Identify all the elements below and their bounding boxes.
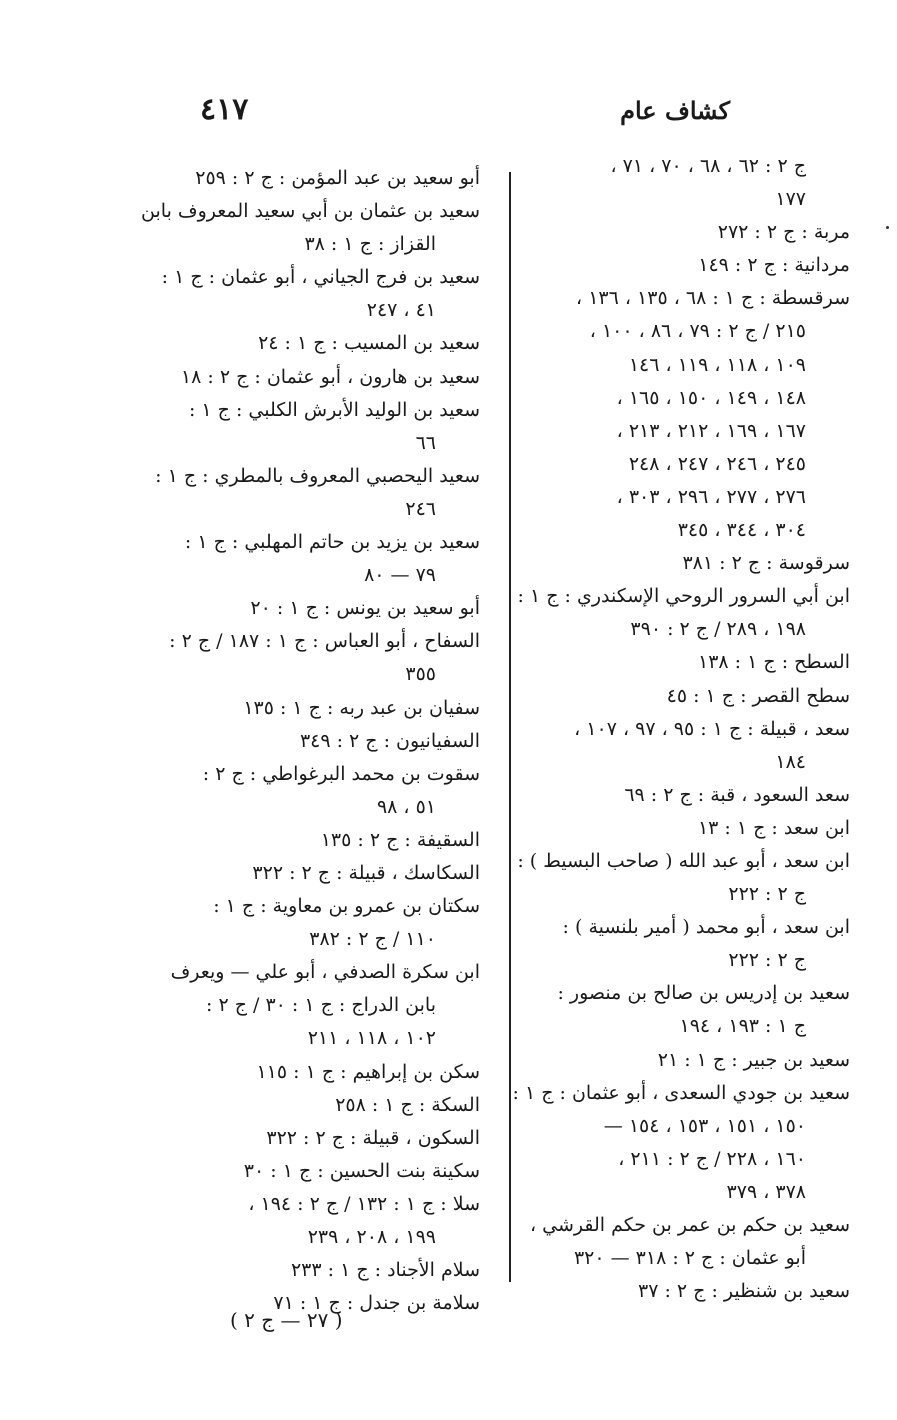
index-entry: السفيانيون : ج ٢ : ٣٤٩ — [299, 729, 480, 752]
index-entry: سعيد بن الوليد الأبرش الكلبي : ج ١ : — [188, 398, 480, 421]
index-entry: ابن سعد ، أبو محمد ( أمير بلنسية ) : — [562, 916, 850, 939]
signature-mark: ( ٢٧ — ج ٢ ) — [230, 1308, 343, 1332]
index-entry-continuation: ٢١٥ / ج ٢ : ٧٩ ، ٨٦ ، ١٠٠ ، — [589, 320, 806, 343]
index-entry: سعيد بن فرج الجياني ، أبو عثمان : ج ١ : — [161, 266, 480, 289]
index-entry-continuation: ١٦٧ ، ١٦٩ ، ٢١٢ ، ٢١٣ ، — [616, 419, 806, 442]
right-index-column — [512, 150, 850, 1308]
index-entry: السطح : ج ١ : ١٣٨ — [698, 651, 850, 674]
index-entry-continuation: ١٩٨ ، ٢٨٩ / ج ٢ : ٣٩٠ — [630, 618, 806, 641]
index-entry: سعيد بن هارون ، أبو عثمان : ج ٢ : ١٨ — [180, 365, 480, 388]
index-entry-continuation: ٤١ ، ٢٤٧ — [366, 299, 436, 322]
index-entry-continuation: ١١٠ / ج ٢ : ٣٨٢ — [309, 928, 436, 951]
index-entry-continuation: ٧٩ — ٨٠ — [364, 564, 436, 587]
index-entry-continuation: بابن الدراج : ج ١ : ٣٠ / ج ٢ : — [205, 994, 436, 1017]
index-entry: أبو سعيد بن يونس : ج ١ : ٢٠ — [250, 597, 480, 620]
index-entry: سعد السعود ، قبة : ج ٢ : ٦٩ — [624, 783, 850, 806]
index-entry: سلا : ج ١ : ١٣٢ / ج ٢ : ١٩٤ ، — [248, 1192, 480, 1215]
index-entry-continuation: ج ١ : ١٩٣ ، ١٩٤ — [679, 1015, 806, 1038]
index-entry-continuation: ٣٠٤ ، ٣٤٤ ، ٣٤٥ — [677, 519, 806, 542]
index-entry-continuation: ١٦٠ ، ٢٢٨ / ج ٢ : ٢١١ ، — [618, 1147, 806, 1170]
index-entry: سكتان بن عمرو بن معاوية : ج ١ : — [213, 895, 480, 918]
index-entry: سكن بن إبراهيم : ج ١ : ١١٥ — [256, 1060, 480, 1083]
index-entry: السكاسك ، قبيلة : ج ٢ : ٣٢٢ — [252, 861, 480, 884]
index-entry-continuation: ٢٤٥ ، ٢٤٦ ، ٢٤٧ ، ٢٤٨ — [628, 452, 806, 475]
left-index-column — [141, 162, 480, 1320]
index-entry-continuation: ٣٥٥ — [405, 663, 436, 686]
index-entry: سكينة بنت الحسين : ج ١ : ٣٠ — [243, 1159, 480, 1182]
running-title: كشاف عام — [620, 96, 730, 125]
index-entry-continuation: ١٨٤ — [775, 750, 806, 773]
index-entry-continuation: ٥١ ، ٩٨ — [376, 795, 436, 818]
index-entry: سقوت بن محمد البرغواطي : ج ٢ : — [202, 762, 480, 785]
index-entry-continuation: ٦٦ — [415, 431, 436, 454]
index-entry-continuation: ١٩٩ ، ٢٠٨ ، ٢٣٩ — [307, 1226, 436, 1248]
index-entry: سطح القصر : ج ١ : ٤٥ — [666, 684, 850, 707]
index-entry: سعيد بن المسيب : ج ١ : ٢٤ — [258, 332, 480, 355]
index-entry: سرقوسة : ج ٢ : ٣٨١ — [682, 552, 850, 575]
index-entry-continuation: ١٠٩ ، ١١٨ ، ١١٩ ، ١٤٦ — [628, 353, 806, 376]
index-entry-continuation: ١٥٠ ، ١٥١ ، ١٥٣ ، ١٥٤ — — [603, 1114, 806, 1137]
index-entry: السقيفة : ج ٢ : ١٣٥ — [320, 828, 480, 851]
index-entry: سعيد بن يزيد بن حاتم المهلبي : ج ١ : — [184, 531, 480, 554]
index-entry-continuation: ج ٢ : ٢٢٢ — [728, 883, 806, 906]
index-entry-continuation: ١٧٧ — [775, 188, 806, 211]
index-entry: مردانية : ج ٢ : ١٤٩ — [698, 254, 850, 277]
page-header — [170, 92, 730, 136]
index-entry: سفيان بن عبد ربه : ج ١ : ١٣٥ — [243, 696, 480, 719]
index-entry-continuation: ٣٧٨ ، ٣٧٩ — [726, 1180, 806, 1203]
index-entry: سعيد بن إدريس بن صالح بن منصور : — [557, 982, 850, 1005]
index-entry: سلام الأجناد : ج ١ : ٢٣٣ — [290, 1259, 480, 1282]
index-entry-continuation: ١٠٢ ، ١١٨ ، ٢١١ — [307, 1027, 436, 1050]
index-entry: ابن سكرة الصدفي ، أبو علي — ويعرف — [170, 961, 480, 984]
index-entry-continuation: أبو عثمان : ج ٢ : ٣١٨ — ٣٢٠ — [573, 1247, 806, 1270]
index-entry: سعيد اليحصبي المعروف بالمطري : ج ١ : — [155, 464, 480, 487]
index-entry: سعيد بن شنظير : ج ٢ : ٣٧ — [638, 1280, 850, 1303]
index-entry: سعيد بن جودي السعدى ، أبو عثمان : ج ١ : — [512, 1081, 850, 1104]
index-entry: سعيد بن عثمان بن أبي سعيد المعروف بابن — [141, 200, 480, 223]
index-entry: سرقسطة : ج ١ : ٦٨ ، ١٣٥ ، ١٣٦ ، — [576, 287, 850, 310]
index-entry: ابن سعد : ج ١ : ١٣ — [697, 816, 850, 839]
index-entry-continuation: ١٤٨ ، ١٤٩ ، ١٥٠ ، ١٦٥ ، — [616, 386, 806, 409]
index-entry-continuation: ج ٢ : ٦٢ ، ٦٨ ، ٧٠ ، ٧١ ، — [610, 155, 806, 177]
index-entry: سعيد بن حكم بن عمر بن حكم القرشي ، — [530, 1214, 850, 1236]
page-number: ٤١٧ — [200, 92, 249, 127]
index-entry: سعيد بن جبير : ج ١ : ٢١ — [657, 1048, 850, 1071]
index-entry: أبو سعيد بن عبد المؤمن : ج ٢ : ٢٥٩ — [195, 167, 480, 189]
index-entry: سعد ، قبيلة : ج ١ : ٩٥ ، ٩٧ ، ١٠٧ ، — [574, 717, 850, 740]
index-entry: السكون ، قبيلة : ج ٢ : ٣٢٢ — [266, 1126, 480, 1149]
index-entry: ابن سعد ، أبو عبد الله ( صاحب البسيط ) : — [517, 849, 850, 872]
index-entry-continuation: ٢٤٦ — [405, 497, 436, 520]
column-divider — [509, 172, 511, 1282]
index-entry-continuation: القزاز : ج ١ : ٣٨ — [304, 233, 436, 256]
print-speck — [886, 226, 889, 229]
index-entry: سلامة بن جندل : ج ١ : ٧١ — [273, 1292, 480, 1315]
index-entry: السكة : ج ١ : ٢٥٨ — [335, 1093, 480, 1116]
index-entry: مربة : ج ٢ : ٢٧٢ — [717, 221, 850, 244]
index-entry-continuation: ج ٢ : ٢٢٢ — [728, 949, 806, 972]
index-entry-continuation: ٢٧٦ ، ٢٧٧ ، ٢٩٦ ، ٣٠٣ ، — [616, 485, 806, 508]
index-entry: السفاح ، أبو العباس : ج ١ : ١٨٧ / ج ٢ : — [169, 630, 480, 653]
index-entry: ابن أبي السرور الروحي الإسكندري : ج ١ : — [517, 585, 850, 608]
